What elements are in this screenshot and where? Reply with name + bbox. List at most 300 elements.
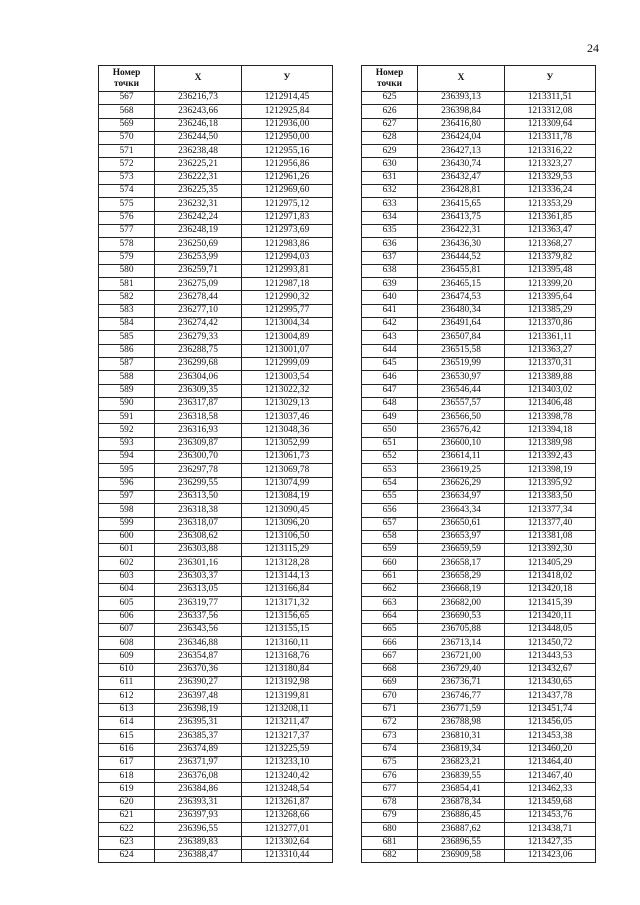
point-number-cell: 579 [99,251,155,264]
y-coordinate-cell: 1213363,27 [505,344,596,357]
x-coordinate-cell: 236682,00 [418,597,505,610]
point-number-cell: 571 [99,145,155,158]
point-number-cell: 596 [99,477,155,490]
y-coordinate-cell: 1213399,20 [505,278,596,291]
y-coordinate-cell: 1213464,40 [505,756,596,769]
x-coordinate-cell: 236530,97 [418,371,505,384]
y-coordinate-cell: 1213310,44 [242,849,333,862]
x-coordinate-cell: 236248,19 [155,224,242,237]
point-number-cell: 636 [362,238,418,251]
y-coordinate-cell: 1213208,11 [242,703,333,716]
y-coordinate-cell: 1212975,12 [242,198,333,211]
table-row [362,397,596,410]
table-row [362,530,596,543]
x-coordinate-cell: 236887,62 [418,823,505,836]
table-row [362,171,596,184]
table-row [362,663,596,676]
x-coordinate-cell: 236566,50 [418,411,505,424]
x-coordinate-cell: 236313,50 [155,490,242,503]
x-coordinate-cell: 236225,35 [155,185,242,198]
y-coordinate-cell: 1213037,46 [242,411,333,424]
table-row [362,278,596,291]
point-number-cell: 637 [362,251,418,264]
table-row [362,570,596,583]
point-number-cell: 614 [99,716,155,729]
point-number-cell: 635 [362,224,418,237]
table-row [99,251,333,264]
y-coordinate-cell: 1213392,30 [505,544,596,557]
point-number-cell: 681 [362,836,418,849]
header-x: X [418,66,505,92]
point-number-cell: 573 [99,171,155,184]
point-number-cell: 584 [99,318,155,331]
point-number-cell: 650 [362,424,418,437]
point-number-cell: 582 [99,291,155,304]
y-coordinate-cell: 1213311,78 [505,131,596,144]
point-number-cell: 591 [99,411,155,424]
point-number-cell: 624 [99,849,155,862]
point-number-cell: 598 [99,504,155,517]
point-number-cell: 661 [362,570,418,583]
table-row [99,504,333,517]
y-coordinate-cell: 1213199,81 [242,690,333,703]
y-coordinate-cell: 1213217,37 [242,730,333,743]
table-row [362,770,596,783]
table-row [99,597,333,610]
table-row [362,344,596,357]
x-coordinate-cell: 236519,99 [418,357,505,370]
table-row [362,92,596,105]
y-coordinate-cell: 1213171,32 [242,597,333,610]
point-number-cell: 602 [99,557,155,570]
table-row [99,238,333,251]
y-coordinate-cell: 1213311,51 [505,92,596,105]
x-coordinate-cell: 236398,84 [418,105,505,118]
table-row [99,318,333,331]
x-coordinate-cell: 236668,19 [418,583,505,596]
point-number-cell: 677 [362,783,418,796]
point-number-cell: 599 [99,517,155,530]
table-row [99,796,333,809]
x-coordinate-cell: 236395,31 [155,716,242,729]
y-coordinate-cell: 1213180,84 [242,663,333,676]
table-row [362,796,596,809]
x-coordinate-cell: 236788,98 [418,716,505,729]
y-coordinate-cell: 1213381,08 [505,530,596,543]
table-row [362,424,596,437]
header-point-number [362,66,418,92]
y-coordinate-cell: 1212990,32 [242,291,333,304]
x-coordinate-cell: 236313,05 [155,583,242,596]
y-coordinate-cell: 1213074,99 [242,477,333,490]
y-coordinate-cell: 1213403,02 [505,384,596,397]
y-coordinate-cell: 1213001,07 [242,344,333,357]
table-row [99,637,333,650]
point-number-cell: 640 [362,291,418,304]
table-row [362,264,596,277]
x-coordinate-cell: 236397,93 [155,810,242,823]
table-row [362,756,596,769]
point-number-cell: 638 [362,264,418,277]
header-point-line1: Номер [112,68,141,78]
y-coordinate-cell: 1213268,66 [242,810,333,823]
table-row [362,690,596,703]
point-number-cell: 670 [362,690,418,703]
y-coordinate-cell: 1213377,34 [505,504,596,517]
y-coordinate-cell: 1213336,24 [505,185,596,198]
table-row [99,411,333,424]
point-number-cell: 604 [99,583,155,596]
page-number: 24 [587,41,599,55]
y-coordinate-cell: 1212971,83 [242,211,333,224]
table-row [99,424,333,437]
table-row [99,145,333,158]
point-number-cell: 593 [99,437,155,450]
x-coordinate-cell: 236515,58 [418,344,505,357]
x-coordinate-cell: 236354,87 [155,650,242,663]
point-number-cell: 567 [99,92,155,105]
point-number-cell: 655 [362,490,418,503]
table-row [99,451,333,464]
y-coordinate-cell: 1213451,74 [505,703,596,716]
point-number-cell: 672 [362,716,418,729]
table-row [362,145,596,158]
x-coordinate-cell: 236253,99 [155,251,242,264]
point-number-cell: 590 [99,397,155,410]
table-row [362,517,596,530]
point-number-cell: 649 [362,411,418,424]
point-number-cell: 659 [362,544,418,557]
y-coordinate-cell: 1213456,05 [505,716,596,729]
point-number-cell: 654 [362,477,418,490]
x-coordinate-cell: 236385,37 [155,730,242,743]
header-y: У [505,66,596,92]
table-row [99,703,333,716]
y-coordinate-cell: 1212955,16 [242,145,333,158]
point-number-cell: 576 [99,211,155,224]
x-coordinate-cell: 236397,48 [155,690,242,703]
point-number-cell: 581 [99,278,155,291]
point-number-cell: 601 [99,544,155,557]
x-coordinate-cell: 236316,93 [155,424,242,437]
table-row [99,118,333,131]
x-coordinate-cell: 236465,15 [418,278,505,291]
table-row [99,397,333,410]
x-coordinate-cell: 236480,34 [418,304,505,317]
y-coordinate-cell: 1213462,33 [505,783,596,796]
point-number-cell: 569 [99,118,155,131]
coordinates-table-left [98,65,333,863]
point-number-cell: 609 [99,650,155,663]
point-number-cell: 663 [362,597,418,610]
x-coordinate-cell: 236736,71 [418,677,505,690]
x-coordinate-cell: 236886,45 [418,810,505,823]
point-number-cell: 617 [99,756,155,769]
x-coordinate-cell: 236278,44 [155,291,242,304]
point-number-cell: 603 [99,570,155,583]
y-coordinate-cell: 1213312,08 [505,105,596,118]
x-coordinate-cell: 236371,97 [155,756,242,769]
y-coordinate-cell: 1213277,01 [242,823,333,836]
point-number-cell: 682 [362,849,418,862]
table-row [362,451,596,464]
x-coordinate-cell: 236614,11 [418,451,505,464]
table-row [362,849,596,862]
table-row [99,490,333,503]
point-number-cell: 657 [362,517,418,530]
table-row [362,623,596,636]
point-number-cell: 646 [362,371,418,384]
table-row [362,490,596,503]
table-row [362,477,596,490]
table-row [99,756,333,769]
point-number-cell: 612 [99,690,155,703]
point-number-cell: 595 [99,464,155,477]
y-coordinate-cell: 1213460,20 [505,743,596,756]
x-coordinate-cell: 236721,00 [418,650,505,663]
table-row [362,583,596,596]
table-row [362,224,596,237]
x-coordinate-cell: 236455,81 [418,264,505,277]
y-coordinate-cell: 1213003,54 [242,371,333,384]
x-coordinate-cell: 236318,38 [155,504,242,517]
x-coordinate-cell: 236415,65 [418,198,505,211]
table-row [99,743,333,756]
point-number-cell: 651 [362,437,418,450]
x-coordinate-cell: 236238,48 [155,145,242,158]
x-coordinate-cell: 236658,17 [418,557,505,570]
y-coordinate-cell: 1213248,54 [242,783,333,796]
table-row [362,158,596,171]
table-row [99,331,333,344]
table-row [99,557,333,570]
point-number-cell: 587 [99,357,155,370]
table-row [362,783,596,796]
table-row [99,836,333,849]
point-number-cell: 608 [99,637,155,650]
header-y: У [242,66,333,92]
point-number-cell: 641 [362,304,418,317]
x-coordinate-cell: 236658,29 [418,570,505,583]
table-row [362,411,596,424]
x-coordinate-cell: 236878,34 [418,796,505,809]
x-coordinate-cell: 236491,64 [418,318,505,331]
point-number-cell: 583 [99,304,155,317]
x-coordinate-cell: 236318,07 [155,517,242,530]
table-row [99,371,333,384]
table-row [362,810,596,823]
table-row [362,131,596,144]
table-row [99,663,333,676]
y-coordinate-cell: 1213443,53 [505,650,596,663]
point-number-cell: 642 [362,318,418,331]
point-number-cell: 629 [362,145,418,158]
y-coordinate-cell: 1213368,27 [505,238,596,251]
table-row [362,557,596,570]
y-coordinate-cell: 1213395,64 [505,291,596,304]
x-coordinate-cell: 236288,75 [155,344,242,357]
point-number-cell: 644 [362,344,418,357]
point-number-cell: 615 [99,730,155,743]
y-coordinate-cell: 1213004,89 [242,331,333,344]
table-row [362,730,596,743]
table-body-right [362,92,596,863]
point-number-cell: 679 [362,810,418,823]
x-coordinate-cell: 236308,62 [155,530,242,543]
x-coordinate-cell: 236819,34 [418,743,505,756]
table-row [362,198,596,211]
point-number-cell: 568 [99,105,155,118]
x-coordinate-cell: 236507,84 [418,331,505,344]
y-coordinate-cell: 1212961,26 [242,171,333,184]
y-coordinate-cell: 1213415,39 [505,597,596,610]
y-coordinate-cell: 1213383,50 [505,490,596,503]
y-coordinate-cell: 1213394,18 [505,424,596,437]
table-row [99,690,333,703]
x-coordinate-cell: 236343,56 [155,623,242,636]
table-row [362,238,596,251]
point-number-cell: 671 [362,703,418,716]
x-coordinate-cell: 236225,21 [155,158,242,171]
table-row [99,344,333,357]
y-coordinate-cell: 1213389,88 [505,371,596,384]
table-row [362,650,596,663]
y-coordinate-cell: 1213385,29 [505,304,596,317]
y-coordinate-cell: 1213316,22 [505,145,596,158]
point-number-cell: 662 [362,583,418,596]
table-row [99,823,333,836]
y-coordinate-cell: 1213096,20 [242,517,333,530]
x-coordinate-cell: 236653,97 [418,530,505,543]
y-coordinate-cell: 1212925,84 [242,105,333,118]
y-coordinate-cell: 1213418,02 [505,570,596,583]
x-coordinate-cell: 236299,55 [155,477,242,490]
y-coordinate-cell: 1213168,76 [242,650,333,663]
point-number-cell: 610 [99,663,155,676]
point-number-cell: 578 [99,238,155,251]
y-coordinate-cell: 1213430,65 [505,677,596,690]
y-coordinate-cell: 1213432,67 [505,663,596,676]
x-coordinate-cell: 236222,31 [155,171,242,184]
x-coordinate-cell: 236390,27 [155,677,242,690]
y-coordinate-cell: 1213370,86 [505,318,596,331]
y-coordinate-cell: 1212994,03 [242,251,333,264]
y-coordinate-cell: 1213084,19 [242,490,333,503]
table-row [99,610,333,623]
table-row [99,623,333,636]
y-coordinate-cell: 1213261,87 [242,796,333,809]
point-number-cell: 628 [362,131,418,144]
y-coordinate-cell: 1213420,18 [505,583,596,596]
y-coordinate-cell: 1213240,42 [242,770,333,783]
y-coordinate-cell: 1213406,48 [505,397,596,410]
table-row [99,810,333,823]
x-coordinate-cell: 236444,52 [418,251,505,264]
y-coordinate-cell: 1213090,45 [242,504,333,517]
table-row [99,650,333,663]
x-coordinate-cell: 236643,34 [418,504,505,517]
table-row [99,278,333,291]
table-row [99,544,333,557]
point-number-cell: 613 [99,703,155,716]
y-coordinate-cell: 1212914,45 [242,92,333,105]
table-row [99,171,333,184]
point-number-cell: 592 [99,424,155,437]
x-coordinate-cell: 236370,36 [155,663,242,676]
y-coordinate-cell: 1213363,47 [505,224,596,237]
y-coordinate-cell: 1213389,98 [505,437,596,450]
y-coordinate-cell: 1212987,18 [242,278,333,291]
y-coordinate-cell: 1213405,29 [505,557,596,570]
point-number-cell: 585 [99,331,155,344]
y-coordinate-cell: 1213115,29 [242,544,333,557]
y-coordinate-cell: 1213128,28 [242,557,333,570]
y-coordinate-cell: 1213155,15 [242,623,333,636]
point-number-cell: 668 [362,663,418,676]
x-coordinate-cell: 236823,21 [418,756,505,769]
table-row [362,357,596,370]
point-number-cell: 633 [362,198,418,211]
table-row [99,783,333,796]
table-row [362,703,596,716]
point-number-cell: 647 [362,384,418,397]
x-coordinate-cell: 236600,10 [418,437,505,450]
x-coordinate-cell: 236388,47 [155,849,242,862]
y-coordinate-cell: 1213329,53 [505,171,596,184]
x-coordinate-cell: 236384,86 [155,783,242,796]
point-number-cell: 620 [99,796,155,809]
point-number-cell: 577 [99,224,155,237]
x-coordinate-cell: 236396,55 [155,823,242,836]
y-coordinate-cell: 1212936,00 [242,118,333,131]
y-coordinate-cell: 1213361,85 [505,211,596,224]
y-coordinate-cell: 1213459,68 [505,796,596,809]
y-coordinate-cell: 1213395,48 [505,264,596,277]
table-row [99,384,333,397]
point-number-cell: 600 [99,530,155,543]
x-coordinate-cell: 236300,70 [155,451,242,464]
point-number-cell: 606 [99,610,155,623]
x-coordinate-cell: 236839,55 [418,770,505,783]
x-coordinate-cell: 236557,57 [418,397,505,410]
point-number-cell: 676 [362,770,418,783]
y-coordinate-cell: 1213166,84 [242,583,333,596]
table-row [362,597,596,610]
y-coordinate-cell: 1213453,38 [505,730,596,743]
table-row [362,211,596,224]
y-coordinate-cell: 1213225,59 [242,743,333,756]
x-coordinate-cell: 236729,40 [418,663,505,676]
table-row [99,158,333,171]
y-coordinate-cell: 1213052,99 [242,437,333,450]
table-row [99,437,333,450]
point-number-cell: 622 [99,823,155,836]
table-row [362,637,596,650]
y-coordinate-cell: 1213106,50 [242,530,333,543]
point-number-cell: 575 [99,198,155,211]
x-coordinate-cell: 236297,78 [155,464,242,477]
point-number-cell: 574 [99,185,155,198]
table-row [362,331,596,344]
y-coordinate-cell: 1213156,65 [242,610,333,623]
table-row [99,92,333,105]
table-row [99,357,333,370]
point-number-cell: 572 [99,158,155,171]
y-coordinate-cell: 1213450,72 [505,637,596,650]
y-coordinate-cell: 1212969,60 [242,185,333,198]
point-number-cell: 621 [99,810,155,823]
x-coordinate-cell: 236374,89 [155,743,242,756]
